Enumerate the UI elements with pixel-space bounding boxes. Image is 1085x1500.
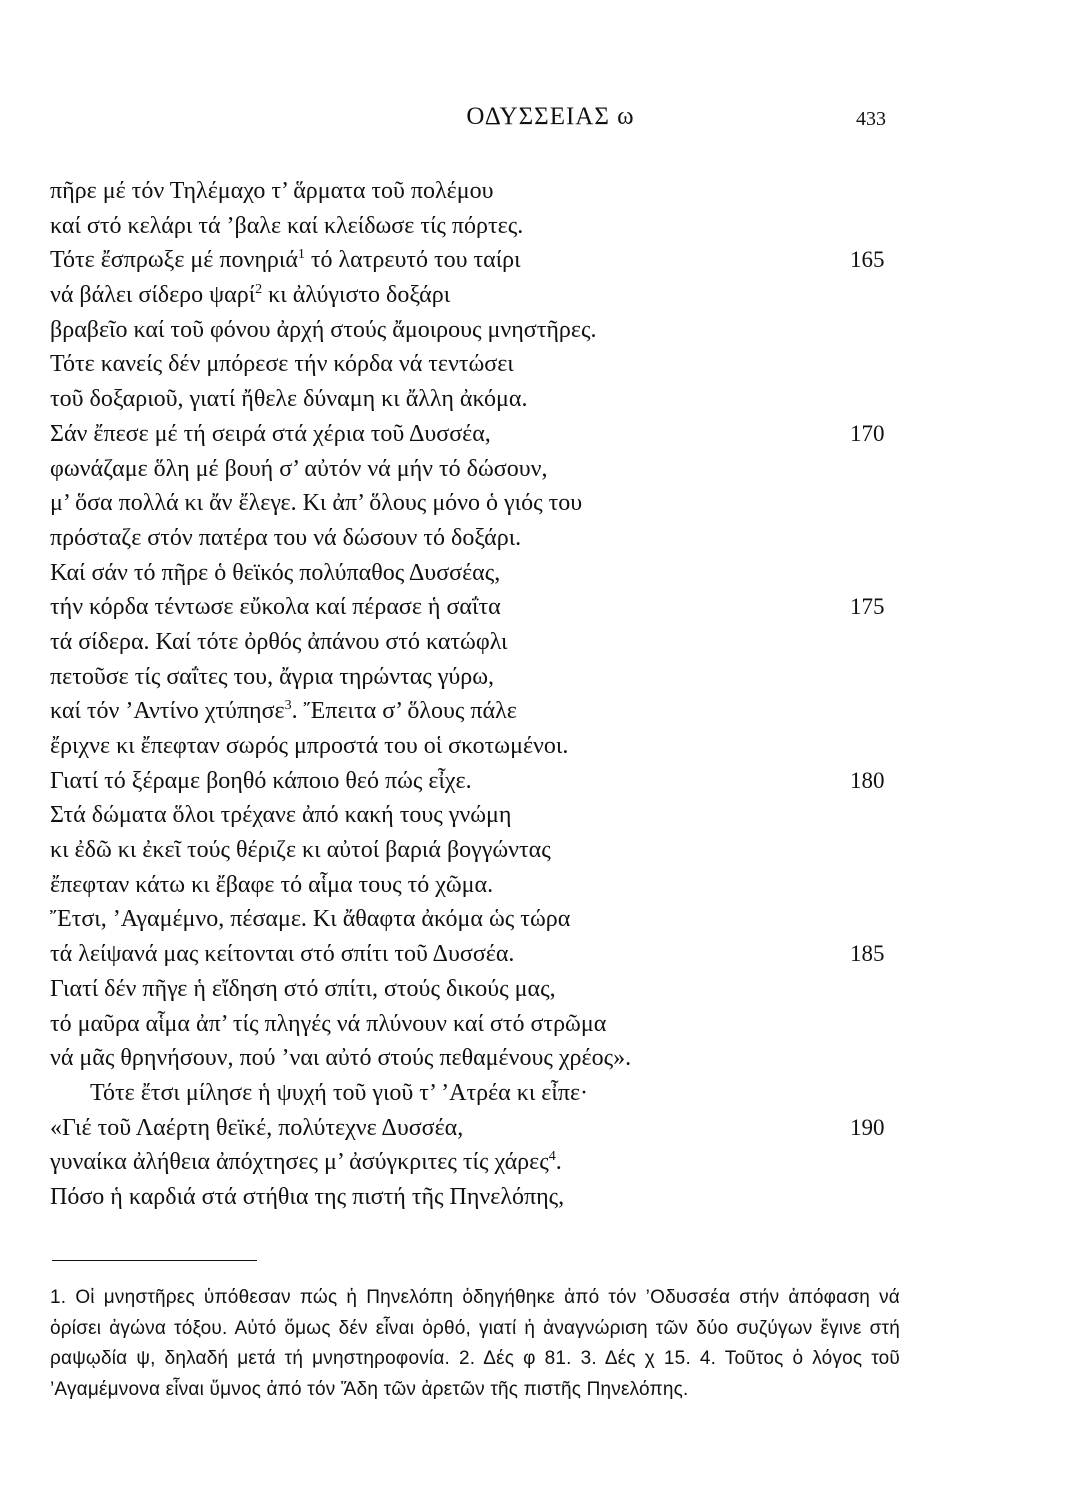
verse-line bbox=[50, 1076, 910, 1111]
verse-text-main: Τότε ἔσπρωξε μέ πονηριά bbox=[50, 247, 298, 274]
verse-text bbox=[50, 698, 517, 724]
verse-line bbox=[50, 660, 910, 695]
verse-line bbox=[50, 243, 910, 278]
verse-text bbox=[50, 560, 500, 586]
verse-text bbox=[50, 941, 514, 967]
verse-line bbox=[50, 798, 910, 833]
verse-text-main: τά λείψανά μας κείτονται στό σπίτι τοῦ Δυσσέα. bbox=[50, 941, 515, 968]
line-number: 165 bbox=[850, 247, 885, 273]
line-number: 190 bbox=[850, 1114, 885, 1140]
verse-line bbox=[50, 729, 910, 764]
verse-line bbox=[50, 1145, 910, 1180]
verse-text-rest: . bbox=[555, 1149, 562, 1176]
footnote-divider bbox=[52, 1260, 257, 1261]
verse-text-rest: κι ἀλύγιστο δοξάρι bbox=[262, 282, 451, 309]
verse-line bbox=[50, 937, 910, 972]
verse-text-main: Ἔτσι, ’Αγαμέμνο, πέσαμε. Κι ἄθαφτα ἀκόμα ὡς τώρα bbox=[50, 906, 571, 933]
verse-text-main: πετοῦσε τίς σαΐτες του, ἄγρια τηρώντας γύρω, bbox=[50, 663, 495, 690]
footnote-marker: 1 bbox=[297, 247, 305, 263]
verse-text bbox=[50, 1045, 631, 1071]
verse-text-main: Γιατί τό ξέραμε βοηθό κάποιο θεό πώς εἶχε. bbox=[50, 767, 472, 794]
verse-line bbox=[50, 764, 910, 799]
verse-text-main: τοῦ δοξαριοῦ, γιατί ἤθελε δύναμη κι ἄλλη ἀκόμα. bbox=[50, 386, 528, 413]
verse-text-main: Τότε ἔτσι μίλησε ἡ ψυχή τοῦ γιοῦ τ’ ’Ατρέα κι εἶπε· bbox=[90, 1079, 589, 1106]
verse-text-main: βραβεῖο καί τοῦ φόνου ἀρχή στούς ἄμοιρους μνηστῆρες. bbox=[50, 316, 597, 343]
verse-line bbox=[50, 556, 910, 591]
verse-text bbox=[50, 768, 472, 794]
verse-line bbox=[50, 521, 910, 556]
verse-text-main: Πόσο ἡ καρδιά στά στήθια της πιστή τῆς Πηνελόπης, bbox=[50, 1183, 565, 1210]
footnote-marker: 3 bbox=[284, 698, 292, 714]
verse-text bbox=[50, 456, 547, 482]
verse-text bbox=[50, 664, 494, 690]
verse-line bbox=[50, 382, 910, 417]
verse-line bbox=[50, 1007, 910, 1042]
verse-line bbox=[50, 590, 910, 625]
verse-line bbox=[50, 1180, 910, 1215]
verse-line bbox=[50, 174, 910, 209]
verse-block bbox=[50, 174, 910, 1215]
verse-line bbox=[50, 417, 910, 452]
verse-text-main: νά βάλει σίδερο ψαρί bbox=[50, 282, 256, 309]
verse-text-main: «Γιέ τοῦ Λαέρτη θεϊκέ, πολύτεχνε Δυσσέα, bbox=[50, 1114, 464, 1141]
verse-text bbox=[50, 1184, 564, 1210]
verse-text bbox=[50, 1149, 562, 1175]
verse-text-main: πῆρε μέ τόν Τηλέμαχο τ’ ἅρματα τοῦ πολέμου bbox=[50, 178, 494, 204]
verse-text bbox=[50, 594, 501, 620]
verse-line bbox=[50, 902, 910, 937]
footnote-marker: 4 bbox=[548, 1149, 556, 1165]
verse-text-main: Σάν ἔπεσε μέ τή σειρά στά χέρια τοῦ Δυσσέα, bbox=[50, 420, 491, 447]
verse-text bbox=[50, 802, 511, 828]
verse-text bbox=[50, 421, 491, 447]
verse-text bbox=[50, 837, 551, 863]
footnotes: 1. Οἱ μνηστῆρες ὑπόθεσαν πώς ἡ Πηνελόπη ὁδηγήθηκε ἀπό τόν ’Οδυσσέα στήν ἀπόφαση νά ὁρίσει ἀγώνα τόξου. Αὐτό ὅμως δέν εἶναι ὀρθό, γιατί ἡ ἀναγνώριση τῶν δύο συζύγων ἔγινε στή ραψῳδία ψ, δηλαδή μετά τή μνηστηροφονία. 2. Δές φ 81. 3. Δές χ 15. 4. Τοῦτος ὁ λόγος τοῦ ’Αγαμέμνονα εἶναι ὕμνος ἀπό τόν Ἅδη τῶν ἀρετῶν τῆς πιστῆς Πηνελόπης. bbox=[50, 1287, 900, 1400]
verse-text-main: Στά δώματα ὅλοι τρέχανε ἀπό κακή τους γνώμη bbox=[50, 802, 512, 829]
verse-text-rest: τό λατρευτό του ταίρι bbox=[304, 247, 521, 274]
verse-text bbox=[50, 247, 521, 273]
verse-text bbox=[50, 386, 527, 412]
verse-line bbox=[50, 833, 910, 868]
verse-text bbox=[50, 351, 514, 377]
verse-line bbox=[50, 868, 910, 903]
verse-line bbox=[50, 1111, 910, 1146]
verse-line bbox=[50, 972, 910, 1007]
verse-line bbox=[50, 486, 910, 521]
verse-text bbox=[50, 490, 582, 516]
verse-text-main: φωνάζαμε ὅλη μέ βουή σ’ αὐτόν νά μήν τό δώσουν, bbox=[50, 455, 548, 482]
verse-text-main: τά σίδερα. Καί τότε ὀρθός ἀπάνου στό κατώφλι bbox=[50, 628, 508, 655]
verse-text-main: τήν κόρδα τέντωσε εὔκολα καί πέρασε ἡ σαΐτα bbox=[50, 594, 501, 621]
verse-text-main: τό μαῦρα αἷμα ἀπ’ τίς πληγές νά πλύνουν καί στό στρῶμα bbox=[50, 1010, 607, 1037]
verse-text bbox=[50, 1115, 463, 1141]
verse-text bbox=[50, 282, 450, 308]
verse-line bbox=[50, 625, 910, 660]
verse-text-main: Γιατί δέν πῆγε ἡ εἴδηση στό σπίτι, στούς δικούς μας, bbox=[50, 975, 556, 1002]
line-number: 175 bbox=[850, 594, 885, 620]
verse-line bbox=[50, 347, 910, 382]
verse-text-main: καί στό κελάρι τά ’βαλε καί κλείδωσε τίς πόρτες. bbox=[50, 212, 524, 239]
verse-text-main: ἔπεφταν κάτω κι ἔβαφε τό αἷμα τους τό χῶμα. bbox=[50, 871, 494, 898]
verse-text-main: καί τόν ’Αντίνο χτύπησε bbox=[50, 698, 285, 725]
verse-line bbox=[50, 1041, 910, 1076]
verse-text bbox=[50, 733, 568, 759]
verse-text bbox=[50, 872, 493, 898]
verse-text bbox=[50, 976, 556, 1002]
line-number: 185 bbox=[850, 941, 885, 967]
verse-text bbox=[50, 525, 521, 551]
verse-text-main: Τότε κανείς δέν μπόρεσε τήν κόρδα νά τεντώσει bbox=[50, 351, 514, 378]
verse-text-main: νά μᾶς θρηνήσουν, πού ’ναι αὐτό στούς πεθαμένους χρέος». bbox=[50, 1045, 632, 1072]
verse-line bbox=[50, 452, 910, 487]
verse-text-main: κι ἐδῶ κι ἐκεῖ τούς θέριζε κι αὐτοί βαριά βογγώντας bbox=[50, 837, 551, 864]
verse-text bbox=[50, 317, 596, 343]
verse-text bbox=[50, 213, 523, 239]
verse-text-rest: . Ἔπειτα σ’ ὅλους πάλε bbox=[291, 698, 517, 725]
verse-line bbox=[50, 209, 910, 244]
verse-text bbox=[50, 629, 508, 655]
verse-line bbox=[50, 313, 910, 348]
running-title: ΟΔΥΣΣΕΙΑΣ ω bbox=[466, 103, 635, 130]
verse-text-main: πρόσταζε στόν πατέρα του νά δώσουν τό δοξάρι. bbox=[50, 524, 522, 551]
verse-text bbox=[50, 1080, 588, 1106]
verse-text-main: Καί σάν τό πῆρε ὁ θεϊκός πολύπαθος Δυσσέας, bbox=[50, 559, 501, 586]
verse-line bbox=[50, 694, 910, 729]
verse-text-main: ἔριχνε κι ἔπεφταν σωρός μπροστά του οἱ σκοτωμένοι. bbox=[50, 733, 569, 759]
verse-text bbox=[50, 906, 570, 932]
verse-text bbox=[50, 178, 494, 204]
verse-text-main: γυναίκα ἀλήθεια ἀπόχτησες μ’ ἀσύγκριτες τίς χάρες bbox=[50, 1149, 549, 1176]
footnote-marker: 2 bbox=[255, 282, 263, 298]
verse-line bbox=[50, 278, 910, 313]
verse-text bbox=[50, 1011, 606, 1037]
verse-text-main: μ’ ὅσα πολλά κι ἄν ἔλεγε. Κι ἀπ’ ὅλους μόνο ὁ γιός του bbox=[50, 490, 583, 517]
line-number: 180 bbox=[850, 767, 885, 793]
page-number: 433 bbox=[856, 108, 886, 130]
line-number: 170 bbox=[850, 420, 885, 446]
